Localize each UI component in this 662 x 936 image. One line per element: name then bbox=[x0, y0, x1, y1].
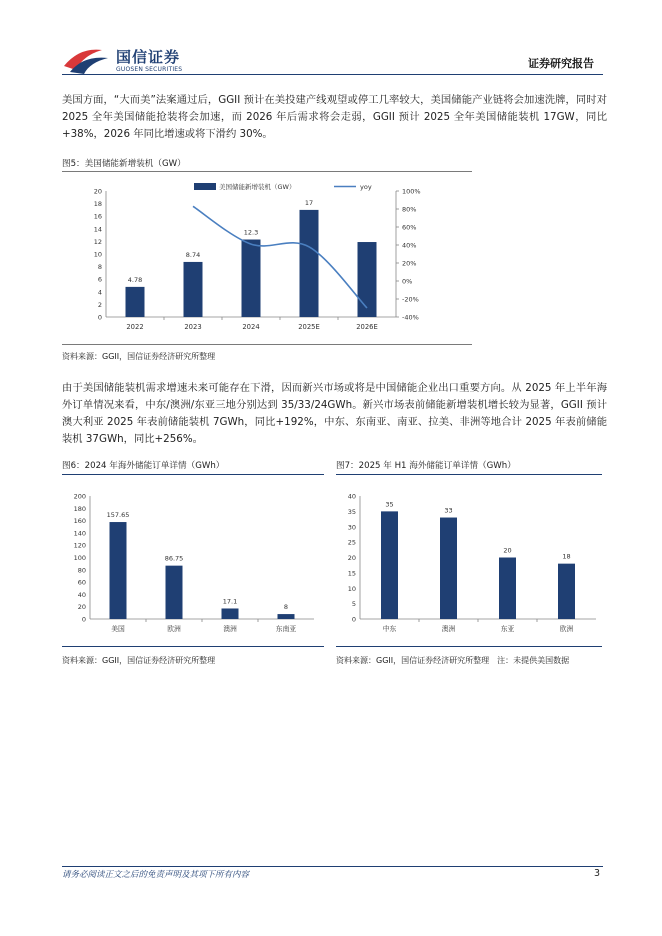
data-label: 18 bbox=[562, 552, 571, 561]
y-tick-label: 10 bbox=[347, 584, 356, 593]
bar-澳洲 bbox=[222, 608, 239, 619]
fig5-bottom-rule bbox=[62, 344, 472, 345]
fig5-legend-bar-label: 美国储能新增装机（GW） bbox=[219, 183, 296, 191]
bar-2025E bbox=[300, 210, 319, 317]
data-label: 86.75 bbox=[164, 554, 184, 563]
y-tick-label: 35 bbox=[347, 507, 356, 516]
page-number: 3 bbox=[594, 868, 601, 879]
bar-东亚 bbox=[499, 558, 516, 620]
bar-2026E bbox=[358, 242, 377, 317]
bar-中东 bbox=[381, 511, 398, 619]
x-tick-label: 中东 bbox=[382, 625, 397, 633]
y-tick-label: 15 bbox=[347, 569, 356, 578]
y-tick-label: 5 bbox=[351, 600, 356, 609]
y-tick-label: 30 bbox=[347, 523, 356, 532]
y-tick-label: 0 bbox=[97, 313, 102, 322]
fig7-chart bbox=[336, 478, 602, 643]
bar-美国 bbox=[110, 522, 127, 619]
fig5-legend-line-label: yoy bbox=[360, 183, 372, 191]
fig6-title: 图6：2024 年海外储能订单详情（GWh） bbox=[62, 461, 225, 471]
data-label: 8 bbox=[283, 603, 289, 612]
x-tick-label: 欧洲 bbox=[167, 625, 181, 633]
bar-澳洲 bbox=[440, 518, 457, 619]
yoy-line bbox=[193, 206, 367, 308]
footer-disclaimer: 请务必阅读正文之后的免责声明及其项下所有内容 bbox=[62, 870, 250, 880]
footer-divider bbox=[62, 866, 603, 867]
data-label: 17.1 bbox=[222, 597, 238, 606]
x-tick-label: 2024 bbox=[242, 323, 260, 331]
data-label: 4.78 bbox=[127, 275, 143, 284]
x-tick-label: 2026E bbox=[356, 323, 378, 331]
y-tick-label: 25 bbox=[347, 538, 356, 547]
x-tick-label: 2023 bbox=[184, 323, 202, 331]
fig5-top-rule bbox=[62, 171, 472, 172]
header-divider bbox=[62, 74, 603, 75]
fig5-source: 资料来源：GGII，国信证券经济研究所整理 bbox=[62, 352, 216, 361]
y-tick-label: 180 bbox=[73, 504, 86, 513]
brand-name-cn: 国信证券 bbox=[116, 48, 181, 66]
bar-东南亚 bbox=[278, 614, 295, 619]
y2-tick-label: -40% bbox=[402, 313, 419, 322]
fig5-title: 图5：美国储能新增装机（GW） bbox=[62, 159, 186, 169]
y-tick-label: 14 bbox=[93, 225, 102, 234]
y-tick-label: 0 bbox=[81, 615, 86, 624]
report-type: 证券研究报告 bbox=[528, 57, 594, 70]
y2-tick-label: 80% bbox=[402, 205, 417, 214]
fig6-top-rule bbox=[62, 474, 324, 475]
fig5-legend bbox=[194, 182, 372, 191]
x-tick-label: 2025E bbox=[298, 323, 320, 331]
y-tick-label: 20 bbox=[347, 554, 356, 562]
fig6-source: 资料来源：GGII，国信证券经济研究所整理 bbox=[62, 656, 216, 665]
y-tick-label: 140 bbox=[73, 529, 86, 538]
y2-tick-label: 0% bbox=[402, 277, 413, 286]
fig7-source: 资料来源：GGII，国信证券经济研究所整理 注：未提供美国数据 bbox=[336, 656, 570, 665]
y-tick-label: 4 bbox=[97, 288, 102, 297]
y-tick-label: 8 bbox=[97, 263, 102, 272]
fig7-bottom-rule bbox=[336, 646, 602, 647]
fig6-bottom-rule bbox=[62, 646, 324, 647]
data-label: 8.74 bbox=[185, 250, 201, 259]
y-tick-label: 40 bbox=[347, 492, 356, 501]
bar-2022 bbox=[126, 287, 145, 317]
y-tick-label: 60 bbox=[77, 578, 86, 587]
bar-2023 bbox=[184, 262, 203, 317]
x-tick-label: 美国 bbox=[111, 625, 125, 633]
y-tick-label: 18 bbox=[93, 200, 102, 209]
paragraph-us-policy: 美国方面，“大而美”法案通过后，GGII 预计在美投建产线观望或停工几率较大，美国储能产业链将会加速洗牌，同时对 2025 全年美国储能抢装将会加速，而 2026 年后需求将会走弱，GGII 预计 2025 全年美国储能装机 17GW，同比+38%，2026 年同比增速或将下滑约 30%。 bbox=[62, 94, 607, 140]
data-label: 12.3 bbox=[243, 228, 259, 237]
x-tick-label: 欧洲 bbox=[559, 625, 574, 633]
fig7-title: 图7：2025 年 H1 海外储能订单详情（GWh） bbox=[336, 461, 516, 471]
y2-tick-label: -20% bbox=[402, 295, 419, 304]
paragraph-emerging-markets: 由于美国储能装机需求增速未来可能存在下滑，因而新兴市场或将是中国储能企业出口重要方向。从 2025 年上半年海外订单情况来看，中东/澳洲/东亚三地分别达到 35/33/24GWh。新兴市场表前储能新增装机增长较为显著，GGII 预计澳大利亚 2025 年表前储能装机 7GWh，同比+192%，中东、东南亚、南亚、拉美、非洲等地合计 2025 年表前储能装机 37GWh，同比+256%。 bbox=[62, 382, 607, 445]
brand-name-en: GUOSEN SECURITIES bbox=[116, 66, 183, 73]
y-tick-label: 0 bbox=[351, 615, 356, 624]
y2-tick-label: 100% bbox=[402, 187, 421, 196]
y-tick-label: 40 bbox=[77, 590, 86, 599]
fig5-chart bbox=[62, 174, 472, 342]
fig5-legend-bar-swatch bbox=[194, 183, 216, 190]
guosen-logo bbox=[62, 44, 110, 76]
fig6-chart bbox=[62, 478, 324, 643]
x-tick-label: 澳洲 bbox=[223, 625, 237, 633]
y2-tick-label: 60% bbox=[402, 223, 417, 232]
y2-tick-label: 40% bbox=[402, 241, 417, 250]
y-tick-label: 16 bbox=[93, 212, 102, 221]
fig7-top-rule bbox=[336, 474, 602, 475]
data-label: 157.65 bbox=[106, 511, 130, 520]
y2-tick-label: 20% bbox=[402, 259, 417, 268]
data-label: 17 bbox=[304, 198, 314, 207]
y-tick-label: 20 bbox=[93, 187, 102, 196]
bar-2024 bbox=[242, 240, 261, 317]
y-tick-label: 120 bbox=[73, 541, 86, 550]
x-tick-label: 东南亚 bbox=[275, 625, 297, 633]
data-label: 33 bbox=[444, 506, 453, 515]
bar-欧洲 bbox=[558, 564, 575, 619]
x-tick-label: 澳洲 bbox=[441, 625, 456, 633]
y-tick-label: 100 bbox=[73, 554, 86, 562]
y-tick-label: 2 bbox=[97, 300, 102, 309]
y-tick-label: 200 bbox=[73, 492, 86, 501]
data-label: 35 bbox=[385, 500, 394, 509]
x-tick-label: 2022 bbox=[126, 323, 144, 331]
x-tick-label: 东亚 bbox=[500, 625, 515, 633]
y-tick-label: 160 bbox=[73, 517, 86, 526]
y-tick-label: 12 bbox=[93, 237, 102, 246]
bar-欧洲 bbox=[166, 566, 183, 619]
y-tick-label: 80 bbox=[77, 566, 86, 575]
y-tick-label: 6 bbox=[97, 275, 102, 284]
y-tick-label: 20 bbox=[77, 603, 86, 612]
data-label: 20 bbox=[503, 546, 512, 555]
y-tick-label: 10 bbox=[93, 250, 102, 259]
